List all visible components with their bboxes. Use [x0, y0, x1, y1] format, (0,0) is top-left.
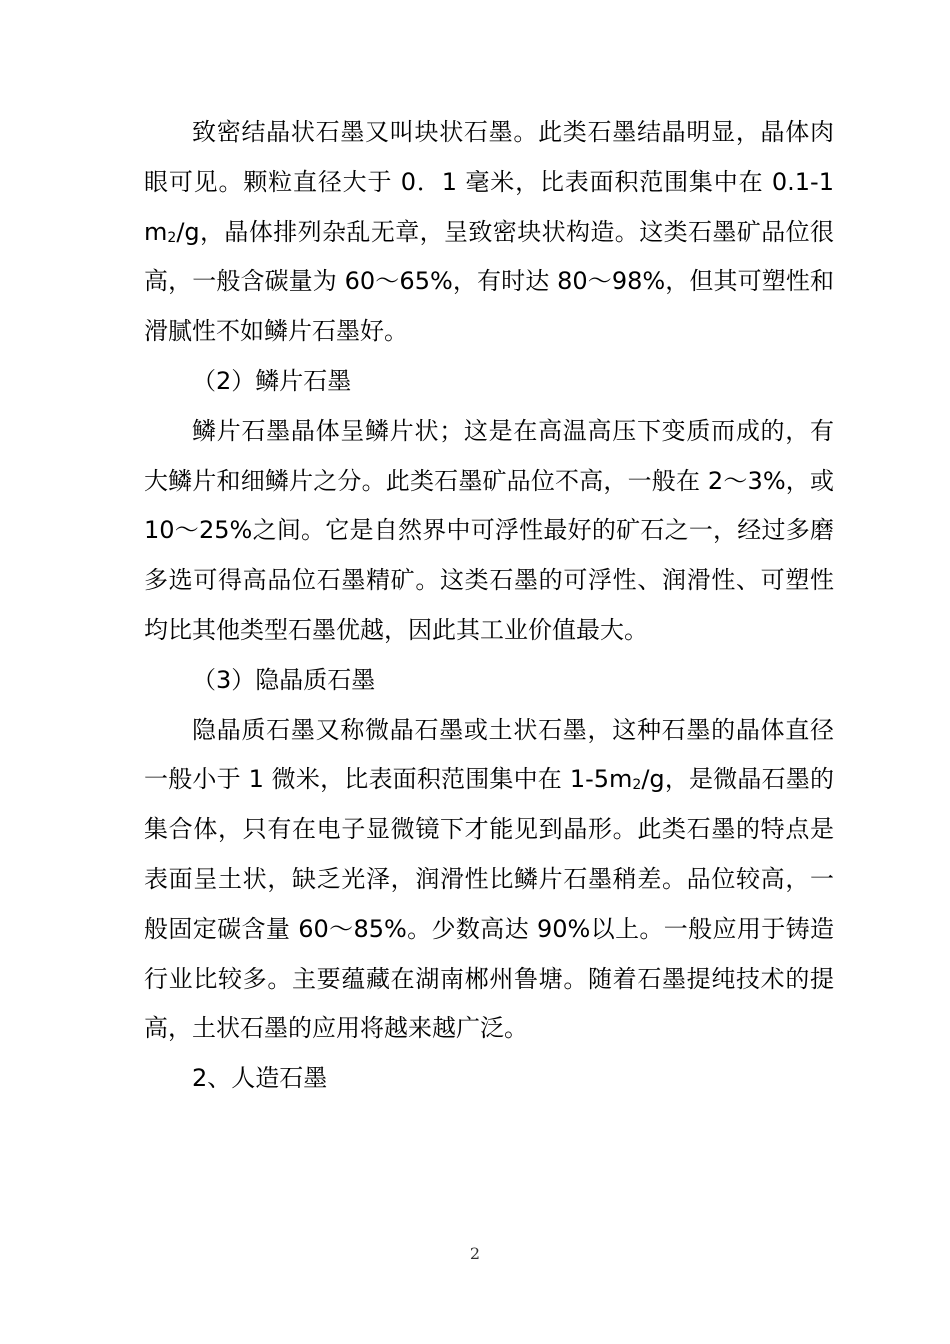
paragraph-text: /g，是微晶石墨的集合体，只有在电子显微镜下才能见到晶形。此类石墨的特点是表面呈土状，缺乏光泽，润滑性比鳞片石墨稍差。品位较高，一般固定碳含量 60～85%。少数高达 90%以上。一般应用于铸造行业比较多。主要蕴藏在湖南郴州鲁塘。随着石墨提纯技术的提高，土状石墨的应用将越来越广泛。: [144, 765, 834, 1043]
paragraph-text: 致密结晶状石墨又叫块状石墨。此类石墨结晶明显，晶体肉眼可见。颗粒直径大于 0．1 毫米，比表面积范围集中在 0.1-1m: [144, 118, 834, 246]
page-number: 2: [469, 1244, 481, 1263]
paragraph-flake-graphite: 鳞片石墨晶体呈鳞片状；这是在高温高压下变质而成的，有大鳞片和细鳞片之分。此类石墨矿品位不高，一般在 2～3%，或 10～25%之间。它是自然界中可浮性最好的矿石之一，经过多磨多选可得高品位石墨精矿。这类石墨的可浮性、润滑性、可塑性均比其他类型石墨优越，因此其工业价值最大。: [144, 416, 834, 644]
paragraph-dense-crystalline-graphite: [144, 108, 834, 357]
subscript: 2: [167, 229, 177, 246]
paragraph-text: 隐晶质石墨又称微晶石墨或土状石墨，这种石墨的晶体直径一般小于 1 微米，比表面积范围集中在 1-5m: [144, 715, 834, 794]
subscript: 2: [632, 777, 642, 794]
paragraph-cryptocrystalline-graphite: [144, 706, 834, 1055]
heading-flake-graphite: （2）鳞片石墨: [192, 366, 352, 395]
paragraph-text: /g，晶体排列杂乱无章，呈致密块状构造。这类石墨矿品位很高，一般含碳量为 60～65%，有时达 80～98%，但其可塑性和滑腻性不如鳞片石墨好。: [144, 217, 834, 346]
document-body: [144, 108, 834, 1104]
heading-artificial-graphite: 2、人造石墨: [192, 1064, 328, 1093]
heading-cryptocrystalline-graphite: （3）隐晶质石墨: [192, 665, 376, 694]
